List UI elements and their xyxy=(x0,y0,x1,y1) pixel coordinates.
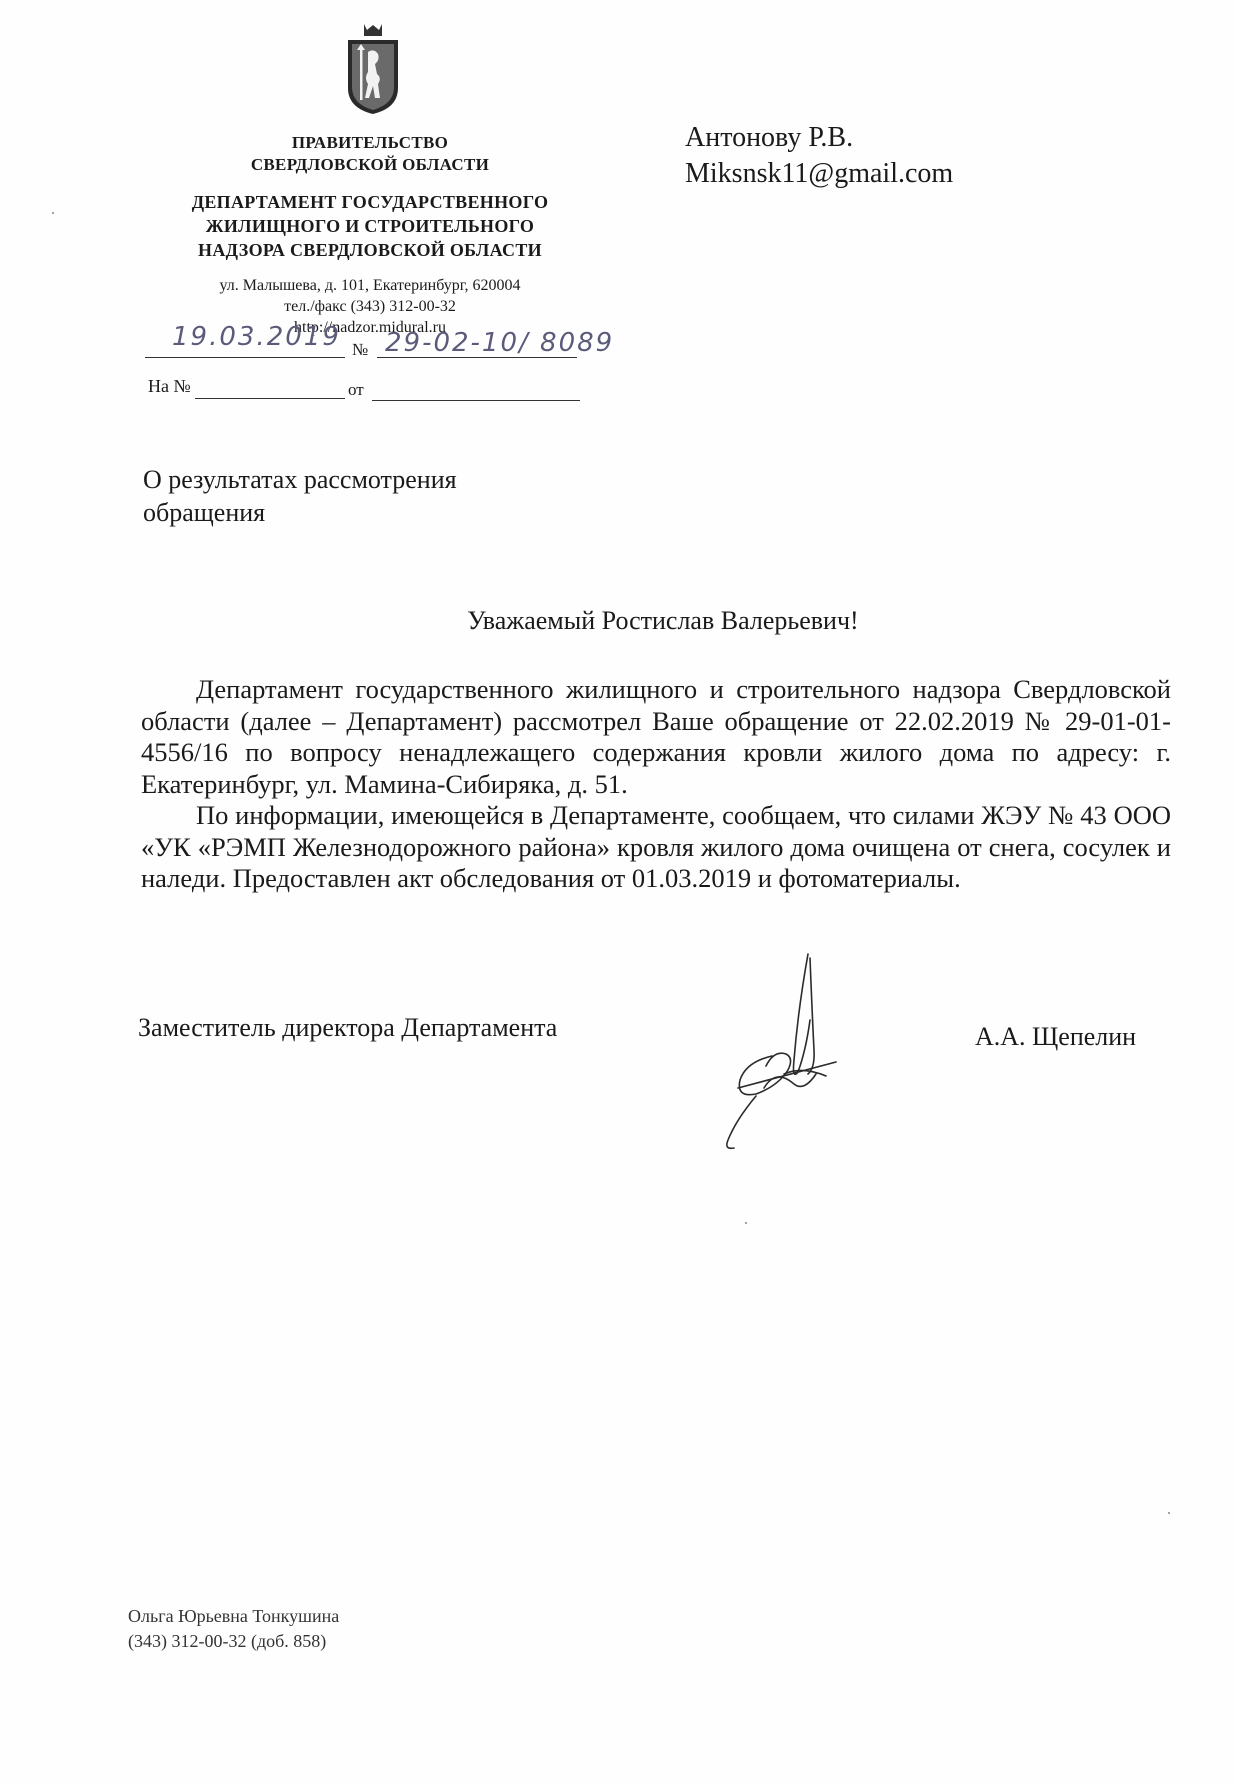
address: ул. Малышева, д. 101, Екатеринбург, 620004 xyxy=(219,277,521,294)
dept-line-1: ДЕПАРТАМЕНТ ГОСУДАРСТВЕННОГО xyxy=(191,192,549,212)
number-line xyxy=(377,357,577,358)
subject-line-1: О результатах рассмотрения xyxy=(143,465,457,494)
scan-speck xyxy=(1168,1512,1170,1514)
executor-info xyxy=(128,1604,339,1654)
outgoing-date-handwritten: 19.03.2019 xyxy=(172,322,341,352)
coat-of-arms-icon xyxy=(344,22,402,116)
outgoing-number-handwritten: 29-02-10/ 8089 xyxy=(385,328,615,358)
recipient-block xyxy=(685,120,953,192)
executor-phone: (343) 312-00-32 (доб. 858) xyxy=(128,1631,327,1651)
body-paragraph-1: Департамент государственного жилищного и строительного надзора Свердловской области (далее – Департамент) рассмотрел Ваше обращение от 22.02.2019 № 29-01-01-4556/16 по вопросу ненадлежащего содержания кровли жилого дома по адресу: г. Екатеринбург, ул. Мамина-Сибиряка, д. 51. xyxy=(141,674,1171,799)
from-label: от xyxy=(348,380,364,399)
recipient-email: Miksnsk11@gmail.com xyxy=(685,158,954,189)
handwritten-signature xyxy=(716,950,846,1150)
government-name xyxy=(140,132,600,176)
on-number-label: На № xyxy=(148,376,191,396)
letter-body xyxy=(141,674,1171,895)
number-label: № xyxy=(352,340,369,359)
executor-name: Ольга Юрьевна Тонкушина xyxy=(128,1606,340,1626)
from-line xyxy=(372,400,580,401)
gov-line-1: ПРАВИТЕЛЬСТВО xyxy=(291,133,449,152)
on-number-line xyxy=(195,398,345,399)
salutation: Уважаемый Ростислав Валерьевич! xyxy=(467,606,859,635)
signatory-title: Заместитель директора Департамента xyxy=(138,1013,558,1042)
signatory-name: А.А. Щепелин xyxy=(975,1022,1137,1051)
dept-line-3: НАДЗОРА СВЕРДЛОВСКОЙ ОБЛАСТИ xyxy=(198,240,542,260)
scan-speck xyxy=(52,212,54,214)
body-paragraph-2: По информации, имеющейся в Департаменте, сообщаем, что силами ЖЭУ № 43 ООО «УК «РЭМП Железнодорожного района» кровля жилого дома очищена от снега, сосулек и наледи. Предоставлен акт обследования от 01.03.2019 и фотоматериалы. xyxy=(141,800,1171,893)
gov-line-2: СВЕРДЛОВСКОЙ ОБЛАСТИ xyxy=(250,155,490,174)
date-line xyxy=(145,357,345,358)
department-name xyxy=(140,190,600,262)
dept-line-2: ЖИЛИЩНОГО И СТРОИТЕЛЬНОГО xyxy=(205,216,535,236)
recipient-name: Антонову Р.В. xyxy=(685,122,854,153)
phone-fax: тел./факс (343) 312-00-32 xyxy=(284,298,456,315)
website: http://nadzor.midural.ru xyxy=(294,319,446,336)
subject-line-2: обращения xyxy=(143,498,266,527)
scan-speck xyxy=(745,1222,747,1224)
subject xyxy=(143,463,563,529)
